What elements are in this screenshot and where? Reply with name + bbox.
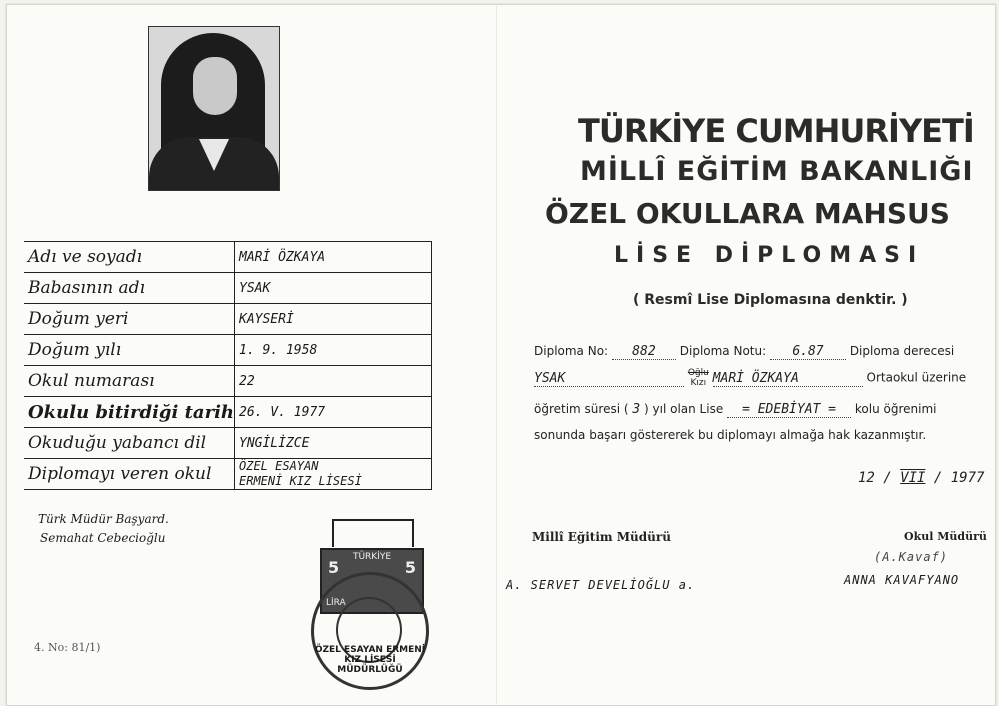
row-label: Okuduğu yabancı dil bbox=[24, 428, 235, 459]
issue-date: 12 / VII / 1977 bbox=[858, 470, 985, 486]
row-label: Doğum yeri bbox=[24, 304, 235, 335]
row-value: 22 bbox=[235, 366, 432, 397]
table-row bbox=[24, 397, 432, 428]
row-value: YNGİLİZCE bbox=[235, 428, 432, 459]
diploma-degree-label: Diploma derecesi bbox=[849, 344, 955, 358]
header-ministry: MİLLÎ EĞİTİM BAKANLIĞI bbox=[580, 156, 974, 187]
child-of bbox=[688, 368, 709, 388]
diploma-line1 bbox=[534, 344, 954, 360]
row-label: Babasının adı bbox=[24, 273, 235, 304]
row-label: Okulu bitirdiği tarih bbox=[24, 397, 235, 428]
table-row bbox=[24, 242, 432, 273]
table-row bbox=[24, 335, 432, 366]
row-value: 26. V. 1977 bbox=[235, 397, 432, 428]
student-photo bbox=[148, 26, 280, 191]
row-value: KAYSERİ bbox=[235, 304, 432, 335]
branch: = EDEBİYAT = bbox=[727, 402, 851, 418]
director-signature-line1: Türk Müdür Başyard. bbox=[38, 512, 169, 526]
header-republic: TÜRKİYE CUMHURİYETİ bbox=[578, 112, 974, 150]
header-diploma-title: LİSE DİPLOMASI bbox=[614, 243, 925, 268]
revenue-stamp-value-right: 5 bbox=[404, 558, 416, 577]
fold-line bbox=[496, 4, 497, 704]
ministry-director-name: A. SERVET DEVELİOĞLU a. bbox=[506, 578, 696, 592]
student-info-table bbox=[24, 241, 432, 490]
table-row bbox=[24, 459, 432, 490]
row-label: Okul numarası bbox=[24, 366, 235, 397]
row-value: 1. 9. 1958 bbox=[235, 335, 432, 366]
duration-years: 3 bbox=[632, 402, 641, 417]
son-of: Oğlu bbox=[687, 368, 709, 378]
school-name-line2: ERMENİ KIZ LİSESİ bbox=[239, 474, 362, 488]
revenue-stamp-value-left: 5 bbox=[328, 558, 340, 577]
diploma-no-label: Diploma No: bbox=[534, 344, 609, 358]
school-director-name: ANNA KAVAFYANO bbox=[844, 573, 960, 587]
diploma-no: 882 bbox=[612, 344, 676, 360]
row-value bbox=[235, 459, 432, 490]
table-row bbox=[24, 366, 432, 397]
school-director-scribble: (A.Kavaf) bbox=[874, 550, 949, 564]
table-row bbox=[24, 304, 432, 335]
issue-day: 12 bbox=[858, 470, 875, 486]
diploma-line4: sonunda başarı göstererek bu diplomayı almağa hak kazanmıştır. bbox=[534, 428, 927, 442]
duration-pre: öğretim süresi ( bbox=[534, 402, 629, 416]
revenue-stamp-unit: LİRA bbox=[326, 598, 346, 608]
school-name-line1: ÖZEL ESAYAN bbox=[239, 459, 319, 473]
header-note: ( Resmî Lise Diplomasına denktir. ) bbox=[633, 292, 908, 308]
branch-suffix: kolu öğrenimi bbox=[854, 402, 937, 416]
director-signature-line2: Semahat Cebecioğlu bbox=[40, 531, 166, 545]
diploma-grade-label: Diploma Notu: bbox=[679, 344, 767, 358]
father-name: YSAK bbox=[534, 371, 684, 387]
duration-post: ) yıl olan Lise bbox=[644, 402, 724, 416]
row-value: MARİ ÖZKAYA bbox=[235, 242, 432, 273]
school-director-title: Okul Müdürü bbox=[904, 530, 987, 543]
row-label: Diplomayı veren okul bbox=[24, 459, 235, 490]
ministry-director-title: Millî Eğitim Müdürü bbox=[532, 530, 671, 544]
row-label: Doğum yılı bbox=[24, 335, 235, 366]
stamp-bracket bbox=[332, 519, 414, 547]
issue-year: 1977 bbox=[950, 470, 985, 486]
header-private-schools: ÖZEL OKULLARA MAHSUS bbox=[545, 197, 950, 230]
diploma-grade: 6.87 bbox=[770, 344, 846, 360]
issue-month: VII bbox=[900, 470, 926, 486]
diploma-line3 bbox=[534, 402, 936, 418]
seal-text: ÖZEL ESAYAN ERMENİ KIZ LİSESİ MÜDÜRLÜĞÜ bbox=[314, 645, 426, 675]
table-row bbox=[24, 428, 432, 459]
diploma-line2 bbox=[534, 368, 966, 388]
student-name: MARİ ÖZKAYA bbox=[713, 371, 863, 387]
revenue-stamp-country: TÜRKİYE bbox=[352, 552, 392, 562]
reference-number: 4. No: 81/1) bbox=[34, 641, 101, 654]
row-value: YSAK bbox=[235, 273, 432, 304]
school-seal bbox=[311, 572, 429, 690]
row-label: Adı ve soyadı bbox=[24, 242, 235, 273]
middle-school-text: Ortaokul üzerine bbox=[866, 370, 967, 385]
table-row bbox=[24, 273, 432, 304]
daughter-of: Kızı bbox=[690, 378, 707, 388]
